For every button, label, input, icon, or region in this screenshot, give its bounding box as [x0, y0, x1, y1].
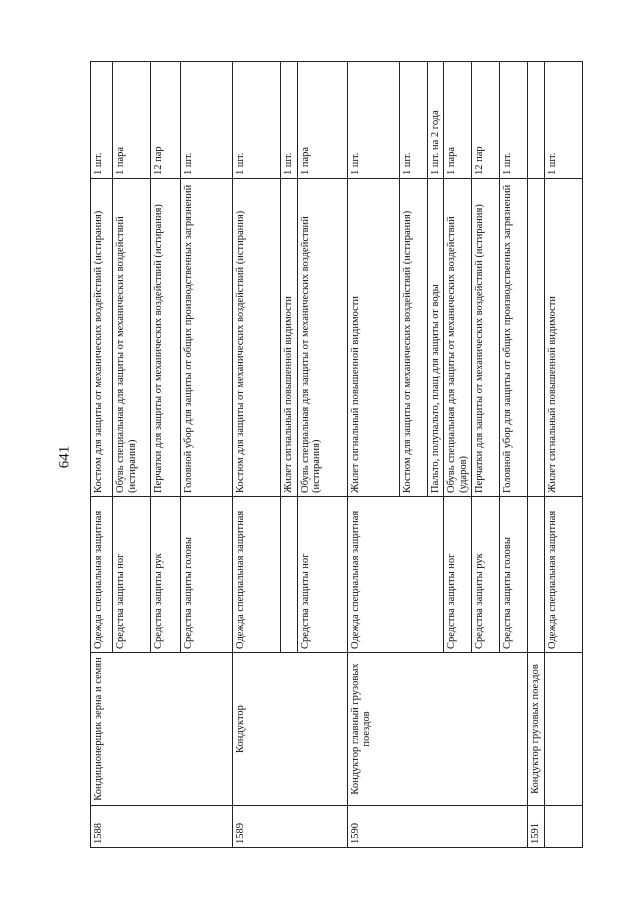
- ppe-item: Обувь специальная для защиты от механических воздействий (истирания): [297, 179, 347, 497]
- ppe-category: Средства защиты ног: [444, 497, 472, 653]
- entry-number: 1589: [233, 806, 348, 848]
- issue-quantity: 1 пара: [297, 62, 347, 179]
- ppe-item: Головной убор для защиты от общих производственных загрязнений: [181, 179, 233, 497]
- table-row: [233, 62, 281, 848]
- ppe-item: Жилет сигнальный повышенной видимости: [544, 179, 582, 497]
- entry-number: 1590: [347, 806, 528, 848]
- issue-quantity: 1 шт.: [91, 62, 113, 179]
- ppe-item: Костюм для защиты от механических воздействий (истирания): [399, 179, 427, 497]
- issue-quantity: [528, 62, 545, 179]
- ppe-category: Средства защиты головы: [500, 497, 528, 653]
- issue-quantity: 1 шт.: [399, 62, 427, 179]
- ppe-norms-table: [90, 61, 583, 848]
- ppe-category: [528, 497, 545, 653]
- profession-name: Кондуктор: [233, 653, 348, 806]
- ppe-item: Костюм для защиты от механических воздействий (истирания): [233, 179, 281, 497]
- profession-name: Кондуктор главный грузовых поездов: [347, 653, 528, 806]
- issue-quantity: 1 шт. на 2 года: [427, 62, 444, 179]
- ppe-category: Средства защиты ног: [113, 497, 151, 653]
- ppe-category: Средства защиты рук: [472, 497, 500, 653]
- issue-quantity: 1 шт.: [281, 62, 298, 179]
- ppe-category: Одежда специальная защитная: [233, 497, 281, 653]
- ppe-category: Средства защиты рук: [151, 497, 181, 653]
- rotated-table-frame: [90, 62, 558, 848]
- table-row: [544, 62, 582, 848]
- profession-name: [544, 653, 582, 806]
- profession-name: Кондуктор грузовых поездов: [528, 653, 545, 806]
- profession-name: Кондиционерщик зерна и семян: [91, 653, 233, 806]
- ppe-item: Перчатки для защиты от механических воздействий (истирания): [472, 179, 500, 497]
- ppe-category: Одежда специальная защитная: [347, 497, 444, 653]
- table-row: [91, 62, 113, 848]
- ppe-category: Одежда специальная защитная: [91, 497, 113, 653]
- issue-quantity: 1 пара: [113, 62, 151, 179]
- page-number: 641: [56, 445, 73, 469]
- entry-number: 1588: [91, 806, 233, 848]
- ppe-item: Жилет сигнальный повышенной видимости: [281, 179, 298, 497]
- ppe-category: [281, 497, 298, 653]
- ppe-item: [528, 179, 545, 497]
- issue-quantity: 1 шт.: [233, 62, 281, 179]
- ppe-item: Жилет сигнальный повышенной видимости: [347, 179, 399, 497]
- ppe-item: Обувь специальная для защиты от механических воздействий (истирания): [113, 179, 151, 497]
- issue-quantity: 1 пара: [444, 62, 472, 179]
- issue-quantity: 1 шт.: [500, 62, 528, 179]
- entry-number: [544, 806, 582, 848]
- ppe-item: Головной убор для защиты от общих производственных загрязнений: [500, 179, 528, 497]
- entry-number: 1591: [528, 806, 545, 848]
- issue-quantity: 1 шт.: [544, 62, 582, 179]
- ppe-item: Костюм для защиты от механических воздействий (истирания): [91, 179, 113, 497]
- issue-quantity: 1 шт.: [347, 62, 399, 179]
- table-row: [528, 62, 545, 848]
- ppe-item: Перчатки для защиты от механических воздействий (истирания): [151, 179, 181, 497]
- issue-quantity: 12 пар: [151, 62, 181, 179]
- ppe-category: Одежда специальная защитная: [544, 497, 582, 653]
- ppe-category: Средства защиты ног: [297, 497, 347, 653]
- table-viewport: [90, 62, 558, 848]
- table-row: [347, 62, 399, 848]
- issue-quantity: 1 шт.: [181, 62, 233, 179]
- ppe-item: Пальто, полупальто, плащ для защиты от воды: [427, 179, 444, 497]
- ppe-category: Средства защиты головы: [181, 497, 233, 653]
- ppe-item: Обувь специальная для защиты от механических воздействий (ударов): [444, 179, 472, 497]
- issue-quantity: 12 пар: [472, 62, 500, 179]
